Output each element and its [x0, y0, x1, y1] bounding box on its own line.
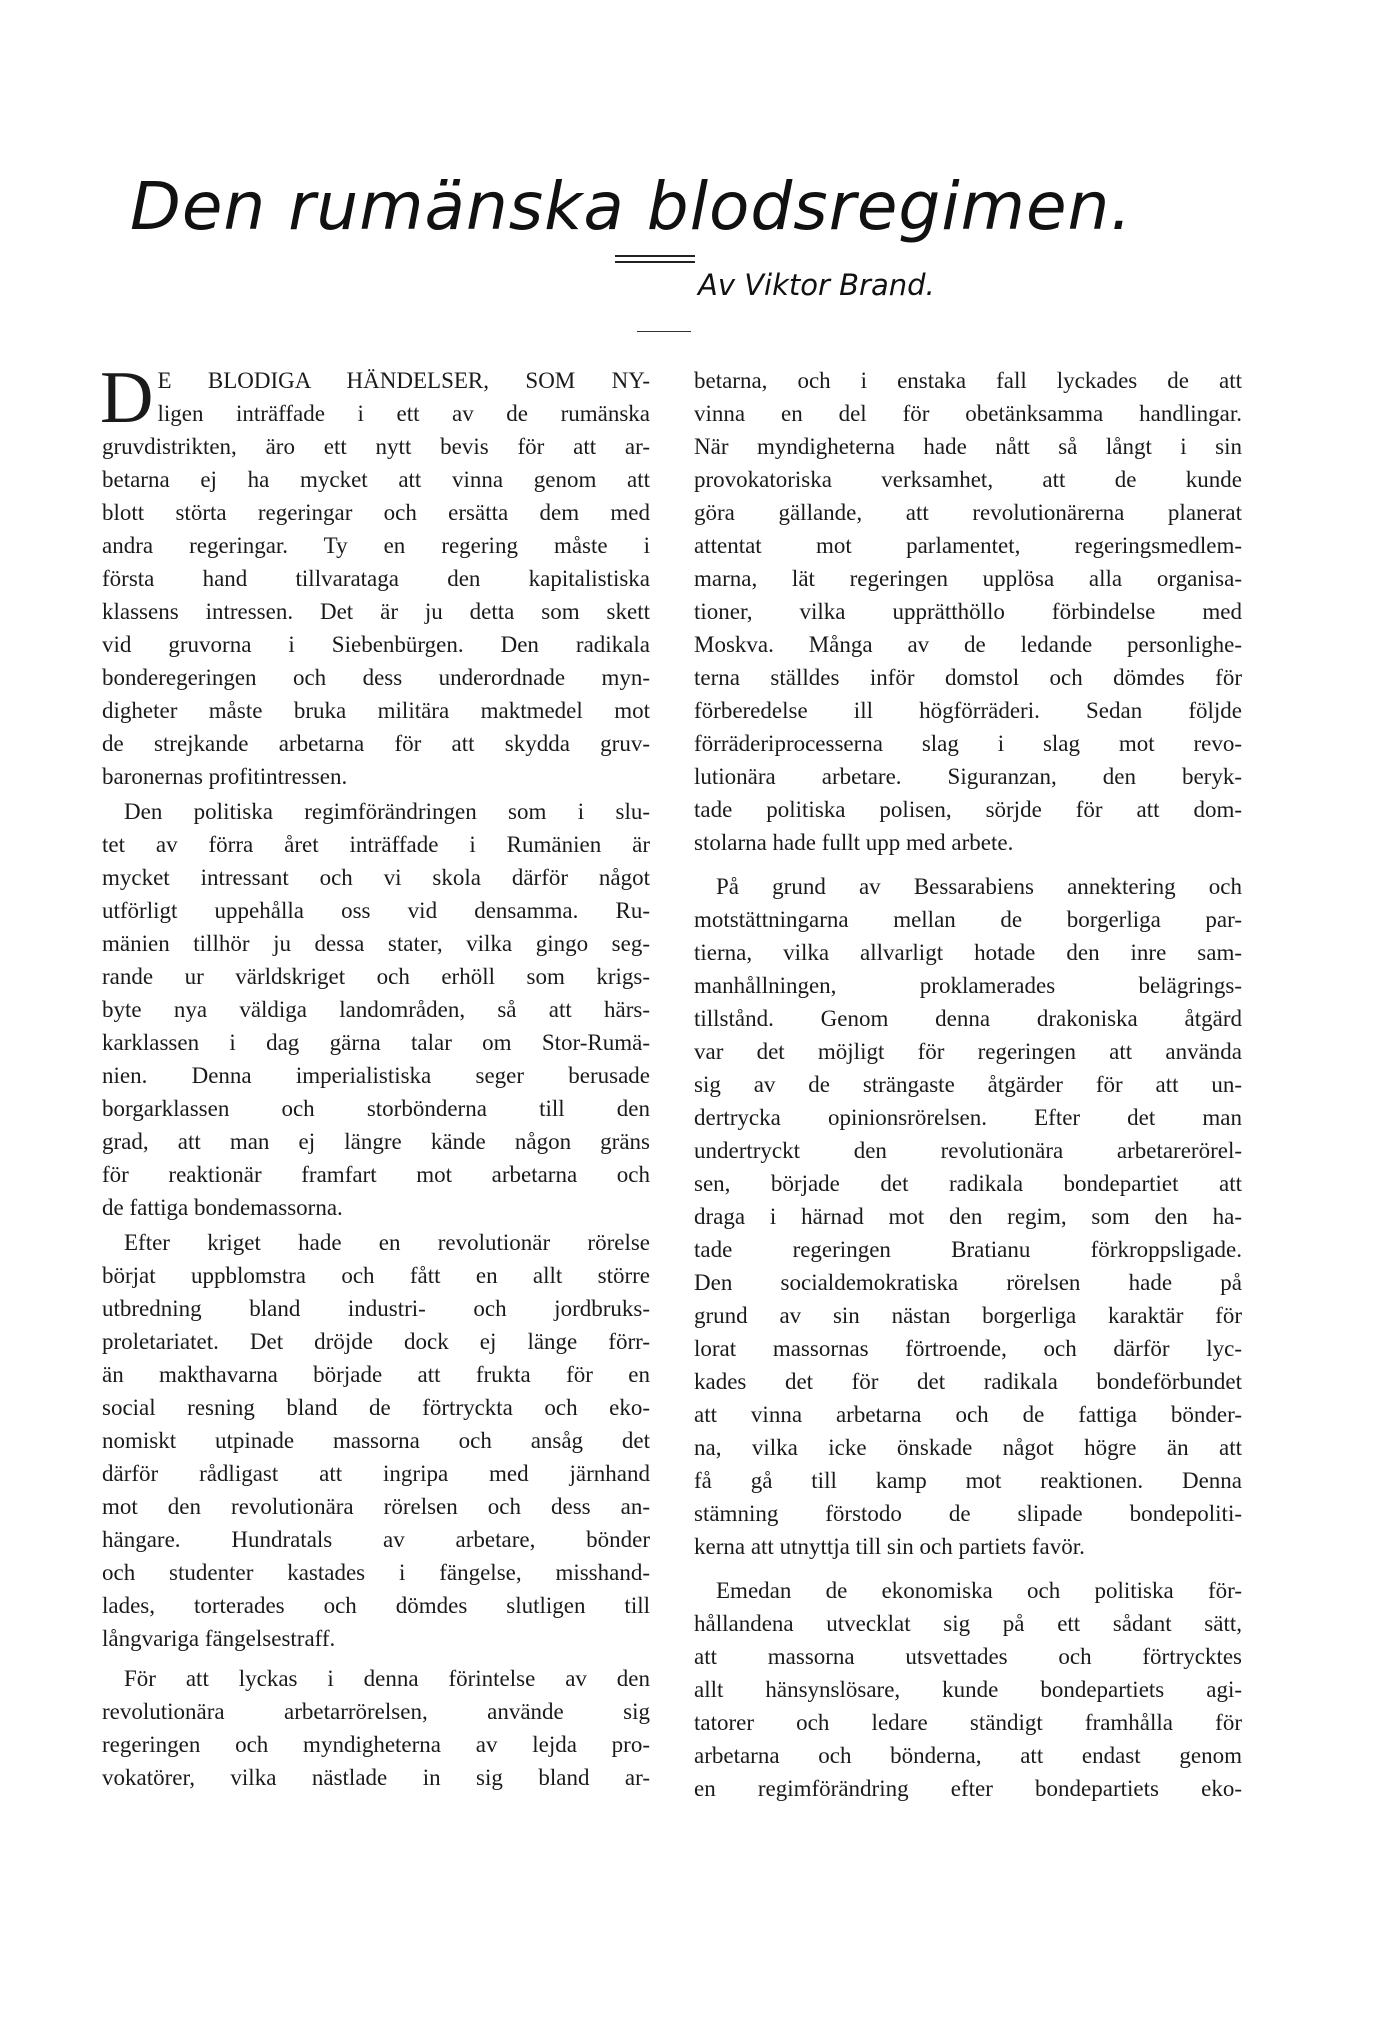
text-line: göra gällande, att revolutionärerna planerat	[694, 500, 1242, 525]
text-line: mänien tillhör ju dessa stater, vilka gingo seg-	[102, 931, 650, 956]
text-line: mycket intressant och vi skola därför något	[102, 865, 650, 890]
text-line: utförligt uppehålla oss vid densamma. Ru-	[102, 898, 650, 923]
text-line: arbetarna och bönderna, att endast genom	[694, 1743, 1242, 1768]
text-line: förberedelse ill högförräderi. Sedan följde	[694, 698, 1242, 723]
text-line: lades, torterades och dömdes slutligen till	[102, 1593, 650, 1618]
text-line: första hand tillvaratagа den kapitalistiska	[102, 566, 650, 591]
text-line: tierna, vilka allvarligt hotade den inre sam-	[694, 940, 1242, 965]
text-line: tade regeringen Bratianu förkroppsligade.	[694, 1237, 1242, 1262]
text-line: vinna en del för obetänksamma handlingar.	[694, 401, 1242, 426]
text-line: stämning förstodo de slipade bondepoliti-	[694, 1501, 1242, 1526]
text-line: Den politiska regimförändringen som i slu-	[124, 799, 650, 824]
text-line: ligen inträffade i ett av de rumänska	[157, 401, 650, 426]
paragraph	[102, 1662, 650, 1794]
text-line: attentat mot parlamentet, regeringsmedlem-	[694, 533, 1242, 558]
text-line: digheter måste bruka militära maktmedel mot	[102, 698, 650, 723]
text-line: vid gruvorna i Siebenbürgen. Den radikala	[102, 632, 650, 657]
text-line: därför rådligast att ingripa med järnhand	[102, 1461, 650, 1486]
text-line: kades det för det radikala bondeförbundet	[694, 1369, 1242, 1394]
drop-cap: D	[100, 357, 154, 439]
text-line: betarna ej ha mycket att vinna genom att	[102, 467, 650, 492]
text-line: karklassen i dag gärna talar om Stor-Rumä-	[102, 1030, 650, 1055]
text-line: undertryckt den revolutionära arbetarerörel-	[694, 1138, 1242, 1163]
text-line: var det möjligt för regeringen att använda	[694, 1039, 1242, 1064]
paragraph	[694, 364, 1242, 859]
text-line: kerna att utnyttja till sin och partiets favör.	[694, 1534, 1085, 1559]
text-line: På grund av Bessarabiens annektering och	[716, 874, 1242, 899]
text-line: allt hänsynslösare, kunde bondepartiets agi-	[694, 1677, 1242, 1702]
text-line: förräderiprocesserna slag i slag mot revo-	[694, 731, 1242, 756]
text-line: långvariga fängelsestraff.	[102, 1626, 336, 1651]
text-line: andra regeringar. Ty en regering måste i	[102, 533, 650, 558]
paragraph	[694, 1574, 1242, 1805]
text-line: grund av sin nästan borgerliga karaktär för	[694, 1303, 1242, 1328]
text-line: När myndigheterna hade nått så långt i sin	[694, 434, 1242, 459]
text-line: för reaktionär framfart mot arbetarna och	[102, 1162, 650, 1187]
paragraph	[102, 1226, 650, 1655]
text-line: tade politiska polisen, sörjde för att dom-	[694, 797, 1242, 822]
text-line: För att lyckas i denna förintelse av den	[124, 1666, 650, 1691]
text-line: att massorna utsvettades och förtrycktes	[694, 1644, 1242, 1669]
text-line: draga i härnad mot den regim, som den ha-	[694, 1204, 1242, 1229]
text-line: grad, att man ej längre kände någon gräns	[102, 1129, 650, 1154]
text-line: Efter kriget hade en revolutionär rörelse	[124, 1230, 650, 1255]
text-line: revolutionära arbetarrörelsen, använde sig	[102, 1699, 650, 1724]
byline-rule	[637, 331, 691, 332]
text-line: stolarna hade fullt upp med arbete.	[694, 830, 1014, 855]
text-line: en regimförändring efter bondepartiets eko-	[694, 1776, 1242, 1801]
text-line: Moskva. Många av de ledande personlighe-	[694, 632, 1242, 657]
text-line: de fattiga bondemassorna.	[102, 1195, 343, 1220]
text-line: tioner, vilka upprätthöllo förbindelse med	[694, 599, 1242, 624]
text-line: motstättningarna mellan de borgerliga par-	[694, 907, 1242, 932]
text-line: bonderegeringen och dess underordnade myn-	[102, 665, 650, 690]
text-line: tet av förra året inträffade i Rumänien är	[102, 832, 650, 857]
text-line: nien. Denna imperialistiska seger berusade	[102, 1063, 650, 1088]
text-line: na, vilka icke önskade något högre än att	[694, 1435, 1242, 1460]
text-line: rande ur världskriget och erhöll som krigs-	[102, 964, 650, 989]
text-line: hållandena utvecklat sig på ett sådant sätt,	[694, 1611, 1242, 1636]
paragraph	[694, 870, 1242, 1563]
text-line: byte nya väldiga landområden, så att härs-	[102, 997, 650, 1022]
article-byline: Av Viktor Brand.	[698, 268, 935, 302]
text-line: social resning bland de förtryckta och eko-	[102, 1395, 650, 1420]
text-line: hängare. Hundratals av arbetare, bönder	[102, 1527, 650, 1552]
article-title: Den rumänska blodsregimen.	[130, 168, 1133, 245]
text-line: gruvdistrikten, äro ett nytt bevis för att ar-	[102, 434, 650, 459]
text-line: få gå till kamp mot reaktionen. Denna	[694, 1468, 1242, 1493]
text-line: betarna, och i enstaka fall lyckades de att	[694, 368, 1242, 393]
text-line: proletariatet. Det dröjde dock ej länge förr-	[102, 1329, 650, 1354]
column-left	[100, 357, 650, 1794]
text-line: blott störta regeringar och ersätta dem med	[102, 500, 650, 525]
text-line: marna, lät regeringen upplösa alla organisa-	[694, 566, 1242, 591]
text-line: klassens intressen. Det är ju detta som skett	[102, 599, 650, 624]
text-line: terna ställdes inför domstol och dömdes för	[694, 665, 1242, 690]
text-line: lorat massornas förtroende, och därför lyc-	[694, 1336, 1242, 1361]
text-line: vokatörer, vilka nästlade in sig bland ar-	[102, 1765, 650, 1790]
text-line: Den socialdemokratiska rörelsen hade på	[694, 1270, 1242, 1295]
text-line: att vinna arbetarna och de fattiga bönder-	[694, 1402, 1242, 1427]
text-line: dertrycka opinionsrörelsen. Efter det man	[694, 1105, 1242, 1130]
paragraph	[100, 357, 650, 793]
text-line: utbredning bland industri- och jordbruks-	[102, 1296, 650, 1321]
text-line: provokatoriska verksamhet, att de kunde	[694, 467, 1242, 492]
paragraph	[102, 795, 650, 1224]
text-line: och studenter kastades i fängelse, misshand-	[102, 1560, 650, 1585]
text-line: baronernas profitintressen.	[102, 764, 348, 789]
text-line: än makthavarna började att frukta för en	[102, 1362, 650, 1387]
text-line: sig av de strängaste åtgärder för att un-	[694, 1072, 1242, 1097]
text-line: E BLODIGA HÄNDELSER, SOM NY-	[157, 368, 650, 393]
text-line: Emedan de ekonomiska och politiska för-	[716, 1578, 1242, 1603]
column-right	[694, 364, 1242, 1805]
title-double-rule	[615, 255, 695, 263]
text-line: sen, började det radikala bondepartiet att	[694, 1171, 1242, 1196]
text-line: nomiskt utpinade massorna och ansåg det	[102, 1428, 650, 1453]
text-line: tatorer och ledare ständigt framhålla för	[694, 1710, 1242, 1735]
text-line: borgarklassen och storbönderna till den	[102, 1096, 650, 1121]
text-line: tillstånd. Genom denna drakoniska åtgärd	[694, 1006, 1242, 1031]
text-line: lutionära arbetare. Siguranzan, den beryk-	[694, 764, 1242, 789]
text-line: manhållningen, proklamerades belägrings-	[694, 973, 1242, 998]
text-line: de strejkande arbetarna för att skydda gruv-	[102, 731, 650, 756]
text-line: regeringen och myndigheterna av lejda pro-	[102, 1732, 650, 1757]
text-line: börjat uppblomstra och fått en allt större	[102, 1263, 650, 1288]
text-line: mot den revolutionära rörelsen och dess an-	[102, 1494, 650, 1519]
